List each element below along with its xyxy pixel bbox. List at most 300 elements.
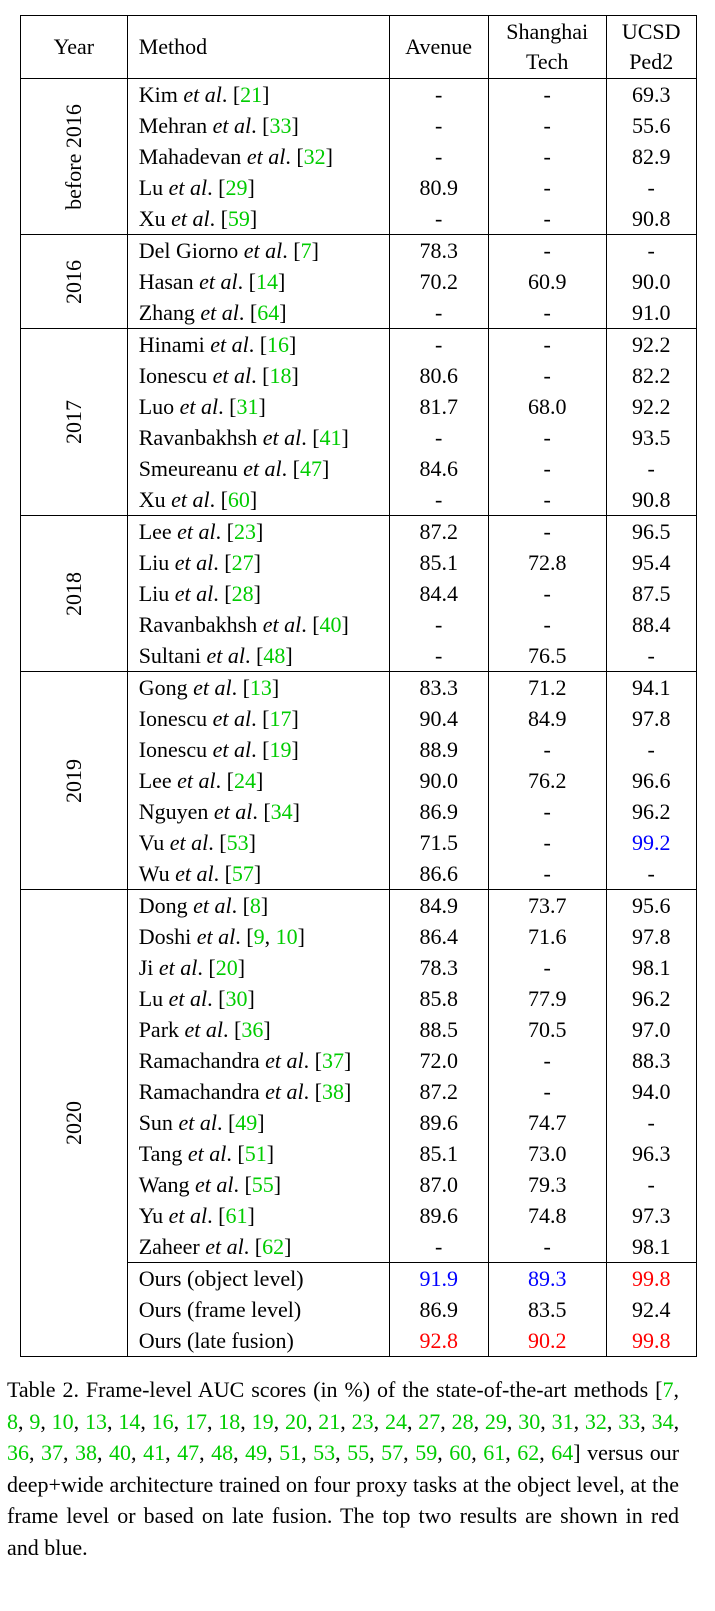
method-author: Park [138, 1016, 180, 1042]
header-ucsd-ped2 [606, 16, 696, 79]
shanghaitech-score: - [488, 796, 606, 827]
method-cell [127, 1169, 389, 1200]
method-etal: et al [177, 767, 216, 793]
method-text: Kim et al. [21] [138, 81, 270, 107]
ucsd-score: 92.4 [606, 1294, 696, 1325]
method-cell [127, 1107, 389, 1138]
avenue-score: - [389, 297, 488, 329]
method-author: Ionescu [138, 362, 208, 388]
ucsd-score: 92.2 [606, 391, 696, 422]
method-author: Kim [138, 81, 178, 107]
method-cell [127, 609, 389, 640]
method-text: Hasan et al. [14] [138, 268, 286, 294]
shanghaitech-score: 74.7 [488, 1107, 606, 1138]
method-text: Xu et al. [60] [138, 486, 258, 512]
citation-ref: 40 [319, 611, 342, 637]
avenue-score: - [389, 422, 488, 453]
method-cell [127, 1076, 389, 1107]
method-text: Del Giorno et al. [7] [138, 237, 319, 263]
caption-citation-ref: 59 [415, 1440, 438, 1465]
ucsd-score: 88.4 [606, 609, 696, 640]
avenue-score: - [389, 203, 488, 235]
method-name: Ours (frame level) [138, 1296, 302, 1322]
method-etal: et al [168, 1202, 208, 1228]
shanghaitech-score: - [488, 609, 606, 640]
method-etal: et al [196, 923, 236, 949]
shanghaitech-score: 79.3 [488, 1169, 606, 1200]
method-text: Mehran et al. [33] [138, 112, 299, 138]
method-cell [127, 1325, 389, 1357]
method-etal: et al [205, 1233, 244, 1259]
caption-citation-ref: 60 [449, 1440, 472, 1465]
caption-citation-ref: 13 [84, 1408, 107, 1434]
ucsd-score: - [606, 640, 696, 672]
ucsd-score: 82.2 [606, 360, 696, 391]
citation-ref: 41 [319, 424, 342, 450]
method-text: Hinami et al. [16] [138, 331, 297, 357]
caption-suffix: versus our deep+wide architecture trained on four proxy tasks at the object level, at the frame level or based on late fusion. The top two results are shown in red and blue. [7, 1440, 680, 1560]
method-etal: et al [212, 705, 252, 731]
method-text: Liu et al. [28] [138, 580, 261, 606]
citation-ref: 30 [225, 985, 248, 1011]
method-author: Ramachandra [138, 1078, 260, 1104]
method-text: Ravanbakhsh et al. [41] [138, 424, 349, 450]
method-etal: et al [212, 112, 252, 138]
year-group-cell [21, 516, 128, 672]
method-etal: et al [174, 580, 214, 606]
avenue-score: 85.1 [389, 1138, 488, 1169]
citation-ref: 13 [249, 674, 272, 700]
method-author: Liu [138, 580, 170, 606]
avenue-score: 85.8 [389, 983, 488, 1014]
shanghaitech-score: - [488, 734, 606, 765]
citation-ref: 33 [269, 112, 292, 138]
method-text: Dong et al. [8] [138, 892, 269, 918]
method-cell [127, 203, 389, 235]
header-shanghaitech-line1: Shanghai [506, 19, 589, 44]
year-label: 2019 [60, 758, 86, 803]
method-etal: et al [171, 486, 210, 512]
avenue-score: 80.9 [389, 172, 488, 203]
year-label: before 2016 [60, 103, 86, 210]
shanghaitech-score: 74.8 [488, 1200, 606, 1231]
method-text: Luo et al. [31] [138, 393, 266, 419]
method-author: Wu [138, 860, 170, 886]
citation-ref: 18 [269, 362, 292, 388]
ucsd-score: - [606, 1107, 696, 1138]
method-cell [127, 516, 389, 548]
ucsd-score: 95.4 [606, 547, 696, 578]
year-label: 2016 [60, 259, 86, 304]
ucsd-score: 90.0 [606, 266, 696, 297]
method-etal: et al [194, 1171, 234, 1197]
avenue-score: 90.4 [389, 703, 488, 734]
shanghaitech-score: - [488, 578, 606, 609]
caption-citation-ref: 64 [551, 1440, 574, 1465]
year-label: 2018 [60, 571, 86, 616]
method-text: Zaheer et al. [62] [138, 1233, 292, 1259]
caption-citation-ref: 37 [41, 1440, 64, 1465]
citation-ref: 32 [303, 143, 326, 169]
caption-citation-ref: 61 [483, 1440, 506, 1465]
citation-ref: 7 [300, 237, 312, 263]
method-cell [127, 765, 389, 796]
method-text: Doshi et al. [9, 10] [138, 923, 305, 949]
method-etal: et al [179, 393, 219, 419]
ucsd-score: 96.2 [606, 983, 696, 1014]
method-etal: et al [175, 860, 214, 886]
method-cell [127, 235, 389, 267]
caption-citation-ref: 7 [662, 1377, 674, 1402]
avenue-score: 84.9 [389, 890, 488, 922]
avenue-score: 86.4 [389, 921, 488, 952]
citation-ref: 36 [241, 1016, 264, 1042]
method-cell [127, 329, 389, 361]
method-author: Lu [138, 985, 164, 1011]
shanghaitech-score: - [488, 827, 606, 858]
caption-citation-ref: 27 [418, 1408, 441, 1434]
avenue-score: 88.5 [389, 1014, 488, 1045]
citation-ref: 55 [251, 1171, 274, 1197]
citation-ref: 57 [231, 860, 254, 886]
method-author: Ravanbakhsh [138, 611, 258, 637]
shanghaitech-score: 84.9 [488, 703, 606, 734]
caption-citation-ref: 10 [51, 1408, 74, 1434]
method-cell [127, 734, 389, 765]
citation-ref: 38 [321, 1078, 344, 1104]
ucsd-score: 87.5 [606, 578, 696, 609]
citation-ref: 59 [227, 205, 250, 231]
method-text: Park et al. [36] [138, 1016, 271, 1042]
caption-citation-ref: 8 [7, 1408, 18, 1434]
citation-ref: 20 [215, 954, 238, 980]
method-cell [127, 796, 389, 827]
year-group-cell [21, 235, 128, 329]
citation-ref: 31 [236, 393, 259, 419]
method-author: Ji [138, 954, 154, 980]
method-etal: et al [206, 642, 246, 668]
shanghaitech-score: - [488, 422, 606, 453]
ucsd-score: 94.1 [606, 672, 696, 704]
caption-citation-ref: 16 [151, 1408, 174, 1434]
method-etal: et al [171, 205, 210, 231]
method-cell [127, 141, 389, 172]
ucsd-score: 55.6 [606, 110, 696, 141]
citation-ref: 51 [244, 1140, 267, 1166]
method-text: Nguyen et al. [34] [138, 798, 300, 824]
method-etal: et al [193, 674, 232, 700]
method-text: Ionescu et al. [18] [138, 362, 299, 388]
method-text: Vu et al. [53] [138, 829, 256, 855]
method-etal: et al [212, 362, 252, 388]
shanghaitech-score: 77.9 [488, 983, 606, 1014]
method-text: Tang et al. [51] [138, 1140, 275, 1166]
method-cell [127, 360, 389, 391]
shanghaitech-score: 71.2 [488, 672, 606, 704]
method-etal: et al [178, 1109, 217, 1135]
shanghaitech-score: - [488, 1076, 606, 1107]
ucsd-score: 96.3 [606, 1138, 696, 1169]
method-etal: et al [243, 237, 283, 263]
avenue-score: 89.6 [389, 1200, 488, 1231]
method-etal: et al [199, 268, 238, 294]
header-shanghaitech-line2: Tech [525, 49, 569, 74]
method-author: Zaheer [138, 1233, 200, 1259]
method-author: Ravanbakhsh [138, 424, 258, 450]
shanghaitech-score: - [488, 172, 606, 203]
citation-ref: 60 [227, 486, 250, 512]
header-method-label: Method [138, 34, 208, 59]
method-cell [127, 1200, 389, 1231]
shanghaitech-score: - [488, 297, 606, 329]
avenue-score: 83.3 [389, 672, 488, 704]
ucsd-score: 94.0 [606, 1076, 696, 1107]
method-cell [127, 890, 389, 922]
method-etal: et al [183, 81, 222, 107]
shanghaitech-score: - [488, 203, 606, 235]
method-etal: et al [174, 549, 214, 575]
caption-citation-ref: 18 [218, 1408, 241, 1434]
citation-ref: 53 [226, 829, 249, 855]
shanghaitech-score: 60.9 [488, 266, 606, 297]
avenue-score: - [389, 141, 488, 172]
method-cell [127, 484, 389, 516]
avenue-score: 86.6 [389, 858, 488, 890]
method-text: Lu et al. [29] [138, 174, 255, 200]
method-author: Nguyen [138, 798, 209, 824]
table-row [21, 516, 697, 548]
avenue-score: 84.4 [389, 578, 488, 609]
shanghaitech-score: - [488, 1231, 606, 1263]
citation-ref: 9 [253, 923, 265, 949]
avenue-score: 80.6 [389, 360, 488, 391]
caption-citation-ref: 57 [381, 1440, 404, 1465]
method-author: Tang [138, 1140, 183, 1166]
method-author: Gong [138, 674, 188, 700]
header-year: Year [21, 16, 128, 79]
shanghaitech-score: 71.6 [488, 921, 606, 952]
shanghaitech-score: - [488, 453, 606, 484]
header-shanghaitech [488, 16, 606, 79]
shanghaitech-score: 72.8 [488, 547, 606, 578]
header-method [127, 16, 389, 79]
avenue-score: 72.0 [389, 1045, 488, 1076]
method-text: Yu et al. [61] [138, 1202, 255, 1228]
ucsd-score: 88.3 [606, 1045, 696, 1076]
shanghaitech-score: 76.2 [488, 765, 606, 796]
caption-citation-ref: 38 [75, 1440, 98, 1465]
shanghaitech-score: - [488, 79, 606, 111]
caption-citation-ref: 19 [251, 1408, 274, 1434]
avenue-score: - [389, 1231, 488, 1263]
shanghaitech-score: - [488, 141, 606, 172]
method-etal: et al [184, 1016, 224, 1042]
ucsd-score: 93.5 [606, 422, 696, 453]
method-text: Xu et al. [59] [138, 205, 258, 231]
citation-ref: 10 [275, 923, 298, 949]
method-author: Lu [138, 174, 164, 200]
method-etal: et al [246, 143, 286, 169]
citation-ref: 37 [321, 1047, 344, 1073]
ucsd-score: 97.0 [606, 1014, 696, 1045]
method-cell [127, 1045, 389, 1076]
method-cell [127, 672, 389, 704]
ucsd-score: 97.8 [606, 703, 696, 734]
ucsd-score: 99.8 [606, 1325, 696, 1357]
caption-citation-ref: 30 [518, 1408, 541, 1434]
method-text: Lu et al. [30] [138, 985, 255, 1011]
method-author: Del Giorno [138, 237, 239, 263]
table-caption [7, 1374, 679, 1563]
avenue-score: 88.9 [389, 734, 488, 765]
avenue-score: - [389, 79, 488, 111]
table-body [21, 79, 697, 1357]
shanghaitech-score: 68.0 [488, 391, 606, 422]
method-cell [127, 453, 389, 484]
method-author: Vu [138, 829, 165, 855]
ucsd-score: 95.6 [606, 890, 696, 922]
method-text: Lee et al. [23] [138, 518, 264, 544]
method-text: Ramachandra et al. [37] [138, 1047, 352, 1073]
avenue-score: 78.3 [389, 235, 488, 267]
method-text [128, 1327, 389, 1353]
avenue-score: - [389, 640, 488, 672]
method-cell [127, 172, 389, 203]
method-etal: et al [187, 1140, 227, 1166]
caption-citation-ref: 24 [384, 1408, 407, 1434]
avenue-score: 71.5 [389, 827, 488, 858]
caption-citation-bracket: [7, 8, 9, 10, 13, 14, 16, 17, 18, 19, 20, 21, 23, 24, 27, 28, 29, 30, 31, 32, 33, 34, 36, 37, 38, 40, 41, 47, 48, 49, 51, 53, 55, 57, 59, 60, 61, 62, 64] [7, 1377, 680, 1465]
method-etal: et al [177, 518, 216, 544]
method-author: Ionescu [138, 705, 208, 731]
avenue-score: 87.0 [389, 1169, 488, 1200]
method-etal: et al [213, 798, 253, 824]
shanghaitech-score: - [488, 329, 606, 361]
header-avenue: Avenue [389, 16, 488, 79]
shanghaitech-score: 73.7 [488, 890, 606, 922]
avenue-score: 87.2 [389, 516, 488, 548]
shanghaitech-score: - [488, 360, 606, 391]
method-cell [127, 391, 389, 422]
table-row [21, 235, 697, 267]
shanghaitech-score: 90.2 [488, 1325, 606, 1357]
method-etal: et al [262, 611, 302, 637]
method-cell [127, 110, 389, 141]
table-row [21, 890, 697, 922]
avenue-score: 91.9 [389, 1263, 488, 1295]
citation-ref: 34 [270, 798, 293, 824]
avenue-score: - [389, 609, 488, 640]
header-ucsd-line2: Ped2 [629, 49, 674, 74]
method-text: Mahadevan et al. [32] [138, 143, 333, 169]
method-cell [127, 1138, 389, 1169]
citation-ref: 19 [269, 736, 292, 762]
caption-citation-ref: 28 [451, 1408, 474, 1434]
caption-citation-ref: 9 [29, 1408, 41, 1434]
method-author: Lee [138, 767, 172, 793]
table-row [21, 79, 697, 111]
ucsd-score: 99.8 [606, 1263, 696, 1295]
method-cell [127, 952, 389, 983]
method-name: Ours (late fusion) [138, 1327, 294, 1353]
ucsd-score: 69.3 [606, 79, 696, 111]
method-author: Luo [138, 393, 175, 419]
caption-citation-ref: 23 [351, 1408, 374, 1434]
caption-citation-ref: 32 [584, 1408, 607, 1434]
ucsd-score: 98.1 [606, 952, 696, 983]
table-row [21, 672, 697, 704]
shanghaitech-score: 76.5 [488, 640, 606, 672]
citation-ref: 29 [225, 174, 248, 200]
method-author: Xu [138, 205, 166, 231]
method-text: Wang et al. [55] [138, 1171, 282, 1197]
method-author: Hinami [138, 331, 205, 357]
year-label: 2017 [60, 400, 86, 444]
method-text [128, 1296, 389, 1322]
ucsd-score: 91.0 [606, 297, 696, 329]
ucsd-score: - [606, 453, 696, 484]
method-text: Gong et al. [13] [138, 674, 280, 700]
ucsd-score: 98.1 [606, 1231, 696, 1263]
caption-prefix: Table 2. Frame-level AUC scores (in %) of the state-of-the-art methods [7, 1377, 656, 1402]
method-cell [127, 1014, 389, 1045]
method-author: Smeureanu [138, 455, 238, 481]
method-author: Sun [138, 1109, 173, 1135]
avenue-score: 81.7 [389, 391, 488, 422]
shanghaitech-score: 73.0 [488, 1138, 606, 1169]
caption-citation-ref: 48 [211, 1440, 234, 1465]
method-etal: et al [243, 455, 282, 481]
year-group-cell [21, 329, 128, 516]
avenue-score: 86.9 [389, 1294, 488, 1325]
avenue-score: 78.3 [389, 952, 488, 983]
caption-citation-ref: 47 [177, 1440, 200, 1465]
method-etal: et al [210, 331, 249, 357]
method-text [128, 1265, 389, 1291]
method-cell [127, 640, 389, 672]
citation-ref: 49 [235, 1109, 258, 1135]
avenue-score: 87.2 [389, 1076, 488, 1107]
method-etal: et al [212, 736, 252, 762]
avenue-score: 84.6 [389, 453, 488, 484]
citation-ref: 28 [231, 580, 254, 606]
header-row [21, 16, 697, 79]
method-author: Lee [138, 518, 172, 544]
method-text: Liu et al. [27] [138, 549, 261, 575]
avenue-score: 89.6 [389, 1107, 488, 1138]
year-group-cell [21, 672, 128, 890]
method-etal: et al [158, 954, 198, 980]
citation-ref: 64 [257, 299, 280, 325]
caption-citation-ref: 21 [318, 1408, 341, 1434]
method-author: Yu [138, 1202, 164, 1228]
year-group-cell [21, 79, 128, 235]
method-cell [127, 1231, 389, 1263]
citation-ref: 14 [256, 268, 278, 294]
ucsd-score: 82.9 [606, 141, 696, 172]
caption-citation-ref: 40 [109, 1440, 132, 1465]
method-cell [127, 547, 389, 578]
caption-citation-ref: 62 [517, 1440, 540, 1465]
method-text: Zhang et al. [64] [138, 299, 287, 325]
method-cell [127, 422, 389, 453]
shanghaitech-score: 89.3 [488, 1263, 606, 1295]
shanghaitech-score: 70.5 [488, 1014, 606, 1045]
method-text: Ionescu et al. [17] [138, 705, 299, 731]
ucsd-score: 96.6 [606, 765, 696, 796]
method-author: Zhang [138, 299, 195, 325]
method-text: Wu et al. [57] [138, 860, 262, 886]
